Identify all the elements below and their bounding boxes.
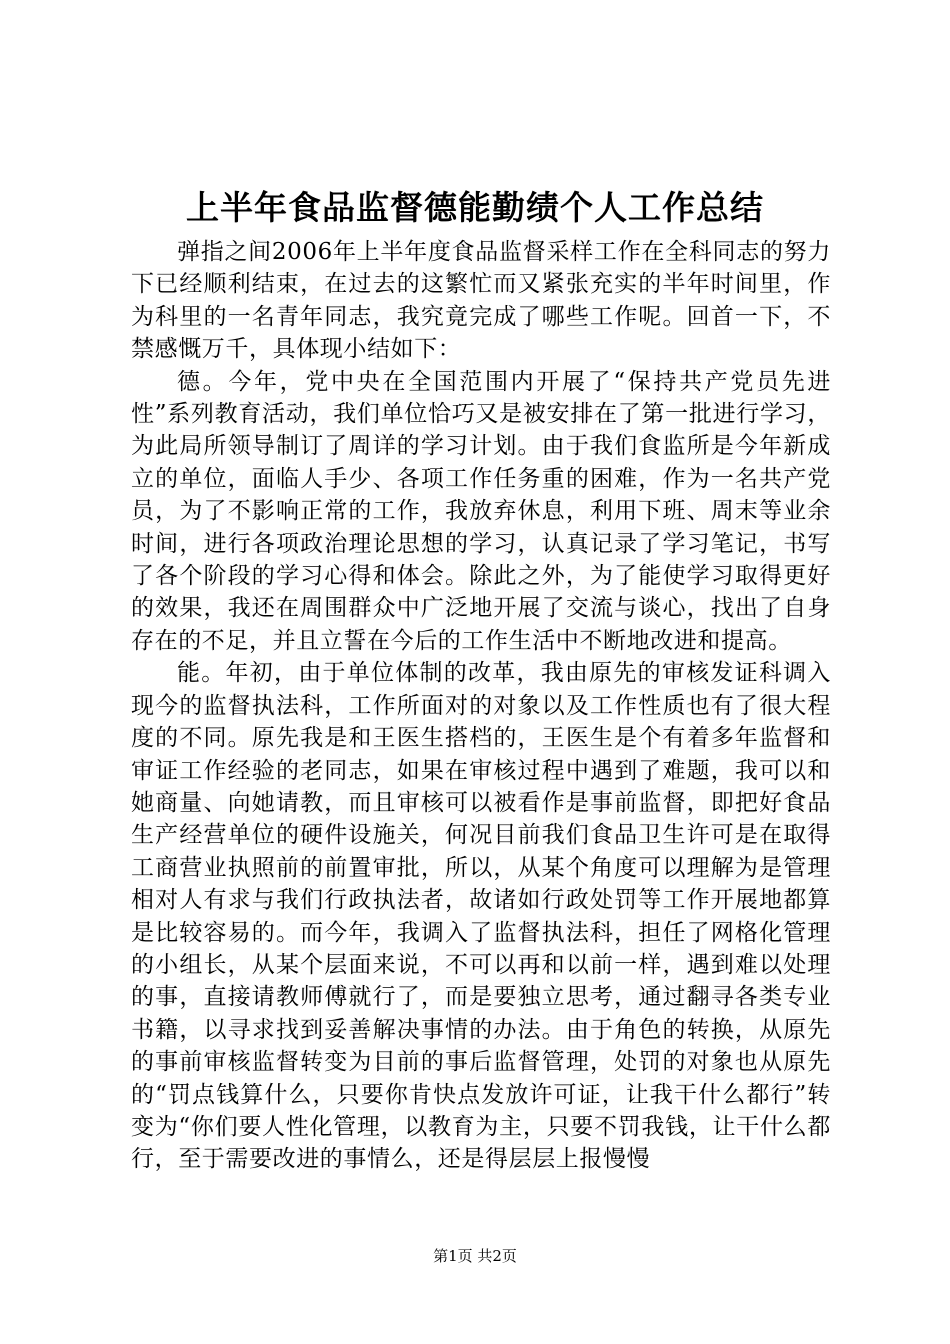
paragraph-de: 德。今年，党中央在全国范围内开展了“保持共产党员先进性”系列教育活动，我们单位恰巧又是被安排在了第一批进行学习，为此局所领导制订了周详的学习计划。由于我们食监所是今年新成立的单位，面临人手少、各项工作任务重的困难，作为一名共产党员，为了不影响正常的工作，我放弃休息，利用下班、周末等业余时间，进行各项政治理论思想的学习，认真记录了学习笔记，书写了各个阶段的学习心得和体会。除此之外，为了能使学习取得更好的效果，我还在周围群众中广泛地开展了交流与谈心，找出了自身存在的不足，并且立誓在今后的工作生活中不断地改进和提高。 bbox=[131, 368, 831, 654]
document-title: 上半年食品监督德能勤绩个人工作总结 bbox=[186, 188, 764, 227]
paragraph-neng: 能。年初，由于单位体制的改革，我由原先的审核发证科调入现今的监督执法科，工作所面对的对象以及工作性质也有了很大程度的不同。原先我是和王医生搭档的，王医生是个有着多年监督和审证工作经验的老同志，如果在审核过程中遇到了难题，我可以和她商量、向她请教，而且审核可以被看作是事前监督，即把好食品生产经营单位的硬件设施关，何况目前我们食品卫生许可是在取得工商营业执照前的前置审批，所以，从某个角度可以理解为是管理相对人有求与我们行政执法者，故诸如行政处罚等工作开展地都算是比较容易的。而今年，我调入了监督执法科，担任了网格化管理的小组长，从某个层面来说，不可以再和以前一样，遇到难以处理的事，直接请教师傅就行了，而是要独立思考，通过翻寻各类专业书籍，以寻求找到妥善解决事情的办法。由于角色的转换，从原先的事前审核监督转变为目前的事后监督管理，处罚的对象也从原先的“罚点钱算什么，只要你肯快点发放许可证，让我干什么都行”转变为“你们要人性化管理，以教育为主，只要不罚我钱，让干什么都行，至于需要改进的事情么，还是得层层上报慢慢 bbox=[131, 660, 831, 1173]
page-footer: 第1页 共2页 bbox=[433, 1247, 517, 1265]
document-body bbox=[131, 236, 831, 1176]
paragraph-intro: 弹指之间2006年上半年度食品监督采样工作在全科同志的努力下已经顺利结束，在过去的这繁忙而又紧张充实的半年时间里，作为科里的一名青年同志，我究竟完成了哪些工作呢。回首一下，不禁感慨万千，具体现小结如下： bbox=[131, 239, 831, 363]
